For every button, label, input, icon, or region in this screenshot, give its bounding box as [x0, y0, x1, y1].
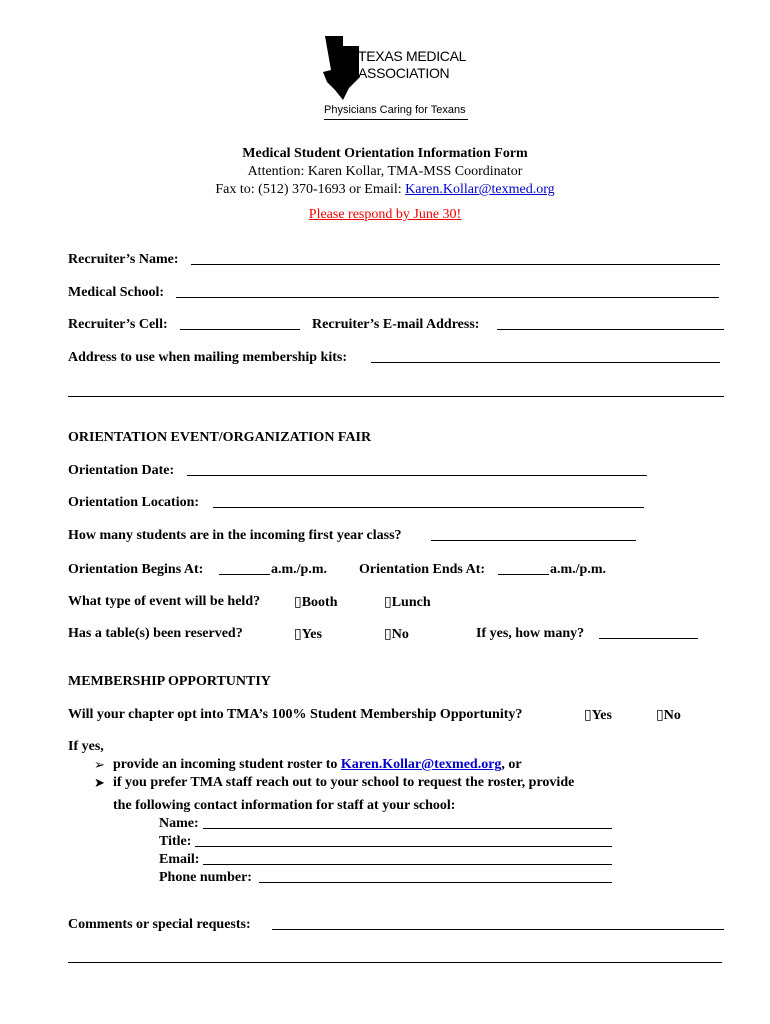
roster-email-link[interactable]: Karen.Kollar@texmed.org: [340, 757, 502, 772]
recruiter-name-label: Recruiter’s Name:: [68, 252, 179, 267]
recruiter-email-label: Recruiter’s E-mail Address:: [312, 317, 480, 332]
logo-line-2: ASSOCIATION: [358, 65, 450, 81]
membership-question: Will your chapter opt into TMA’s 100% Student Membership Opportunity?: [68, 707, 523, 722]
mailing-address-field-2[interactable]: [68, 396, 724, 397]
orientation-date-label: Orientation Date:: [68, 463, 175, 478]
contact-email-label: Email:: [159, 852, 200, 867]
checkbox-icon[interactable]: ▯: [384, 627, 392, 642]
begins-at-suffix: a.m./p.m.: [271, 562, 327, 577]
roster-bullet: [113, 757, 522, 773]
ends-at-label: Orientation Ends At:: [359, 562, 486, 577]
comments-field[interactable]: [272, 929, 724, 930]
mailing-address-label: Address to use when mailing membership kits:: [68, 350, 347, 365]
checkbox-icon[interactable]: ▯: [384, 595, 392, 610]
orientation-heading: ORIENTATION EVENT/ORGANIZATION FAIR: [68, 430, 372, 445]
arrow-bullet-icon: ➤: [94, 775, 105, 790]
attention-line: Attention: Karen Kollar, TMA-MSS Coordinator: [247, 164, 523, 179]
contact-name-field[interactable]: [203, 828, 612, 829]
membership-no-option[interactable]: [656, 707, 681, 724]
membership-yes-option[interactable]: [584, 707, 612, 724]
contact-title-field[interactable]: [195, 846, 612, 847]
contact-name-label: Name:: [159, 816, 199, 831]
contact-bullet-line-1: if you prefer TMA staff reach out to your school to request the roster, provide: [113, 775, 575, 790]
arrow-bullet-icon: ➢: [94, 757, 105, 772]
contact-phone-field[interactable]: [259, 882, 612, 883]
texas-map-icon: [323, 36, 359, 100]
ends-at-suffix: a.m./p.m.: [550, 562, 606, 577]
medical-school-label: Medical School:: [68, 285, 165, 300]
contact-phone-label: Phone number:: [159, 870, 252, 885]
contact-bullet-line-2: the following contact information for staff at your school:: [113, 798, 456, 813]
checkbox-icon[interactable]: ▯: [656, 708, 664, 723]
orientation-location-label: Orientation Location:: [68, 495, 200, 510]
recruiter-cell-field[interactable]: [180, 329, 300, 330]
logo-underline: [324, 119, 468, 120]
mailing-address-field[interactable]: [371, 362, 720, 363]
fax-prefix: Fax to: (512) 370-1693 or Email:: [215, 182, 406, 197]
checkbox-icon[interactable]: ▯: [584, 708, 592, 723]
students-count-field[interactable]: [431, 540, 636, 541]
logo-line-1: TEXAS MEDICAL: [358, 48, 467, 64]
form-title: Medical Student Orientation Information Form: [242, 146, 528, 161]
table-no-option[interactable]: [384, 626, 409, 643]
orientation-date-field[interactable]: [187, 475, 647, 476]
roster-bullet-suffix: , or: [501, 757, 522, 772]
orientation-location-field[interactable]: [213, 507, 644, 508]
table-yes-option[interactable]: [294, 626, 322, 643]
booth-option-label: Booth: [301, 595, 338, 610]
if-yes-label: If yes,: [68, 739, 104, 754]
recruiter-cell-label: Recruiter’s Cell:: [68, 317, 168, 332]
roster-bullet-prefix: provide an incoming student roster to: [113, 757, 341, 772]
begins-at-label: Orientation Begins At:: [68, 562, 204, 577]
coordinator-email-link[interactable]: Karen.Kollar@texmed.org: [405, 182, 555, 197]
deadline-notice: Please respond by June 30!: [308, 207, 462, 222]
membership-yes-label: Yes: [591, 708, 612, 723]
membership-no-label: No: [663, 708, 681, 723]
checkbox-icon[interactable]: ▯: [294, 627, 302, 642]
fax-email-line: [0, 182, 770, 198]
event-type-label: What type of event will be held?: [68, 594, 261, 609]
booth-option[interactable]: [294, 594, 338, 611]
table-yes-label: Yes: [301, 627, 322, 642]
contact-email-field[interactable]: [203, 864, 612, 865]
checkbox-icon[interactable]: ▯: [294, 595, 302, 610]
how-many-label: If yes, how many?: [476, 626, 585, 641]
comments-field-2[interactable]: [68, 962, 722, 963]
lunch-option[interactable]: [384, 594, 431, 611]
how-many-field[interactable]: [599, 638, 698, 639]
recruiter-name-field[interactable]: [191, 264, 720, 265]
recruiter-email-field[interactable]: [497, 329, 724, 330]
ends-at-field[interactable]: [498, 574, 549, 575]
begins-at-field[interactable]: [219, 574, 270, 575]
medical-school-field[interactable]: [176, 297, 719, 298]
lunch-option-label: Lunch: [391, 595, 431, 610]
logo-tagline: Physicians Caring for Texans: [324, 104, 466, 116]
membership-heading: MEMBERSHIP OPPORTUNTIY: [68, 674, 271, 689]
table-no-label: No: [391, 627, 409, 642]
students-count-label: How many students are in the incoming first year class?: [68, 528, 402, 543]
table-reserved-label: Has a table(s) been reserved?: [68, 626, 243, 641]
contact-title-label: Title:: [159, 834, 192, 849]
comments-label: Comments or special requests:: [68, 917, 251, 932]
